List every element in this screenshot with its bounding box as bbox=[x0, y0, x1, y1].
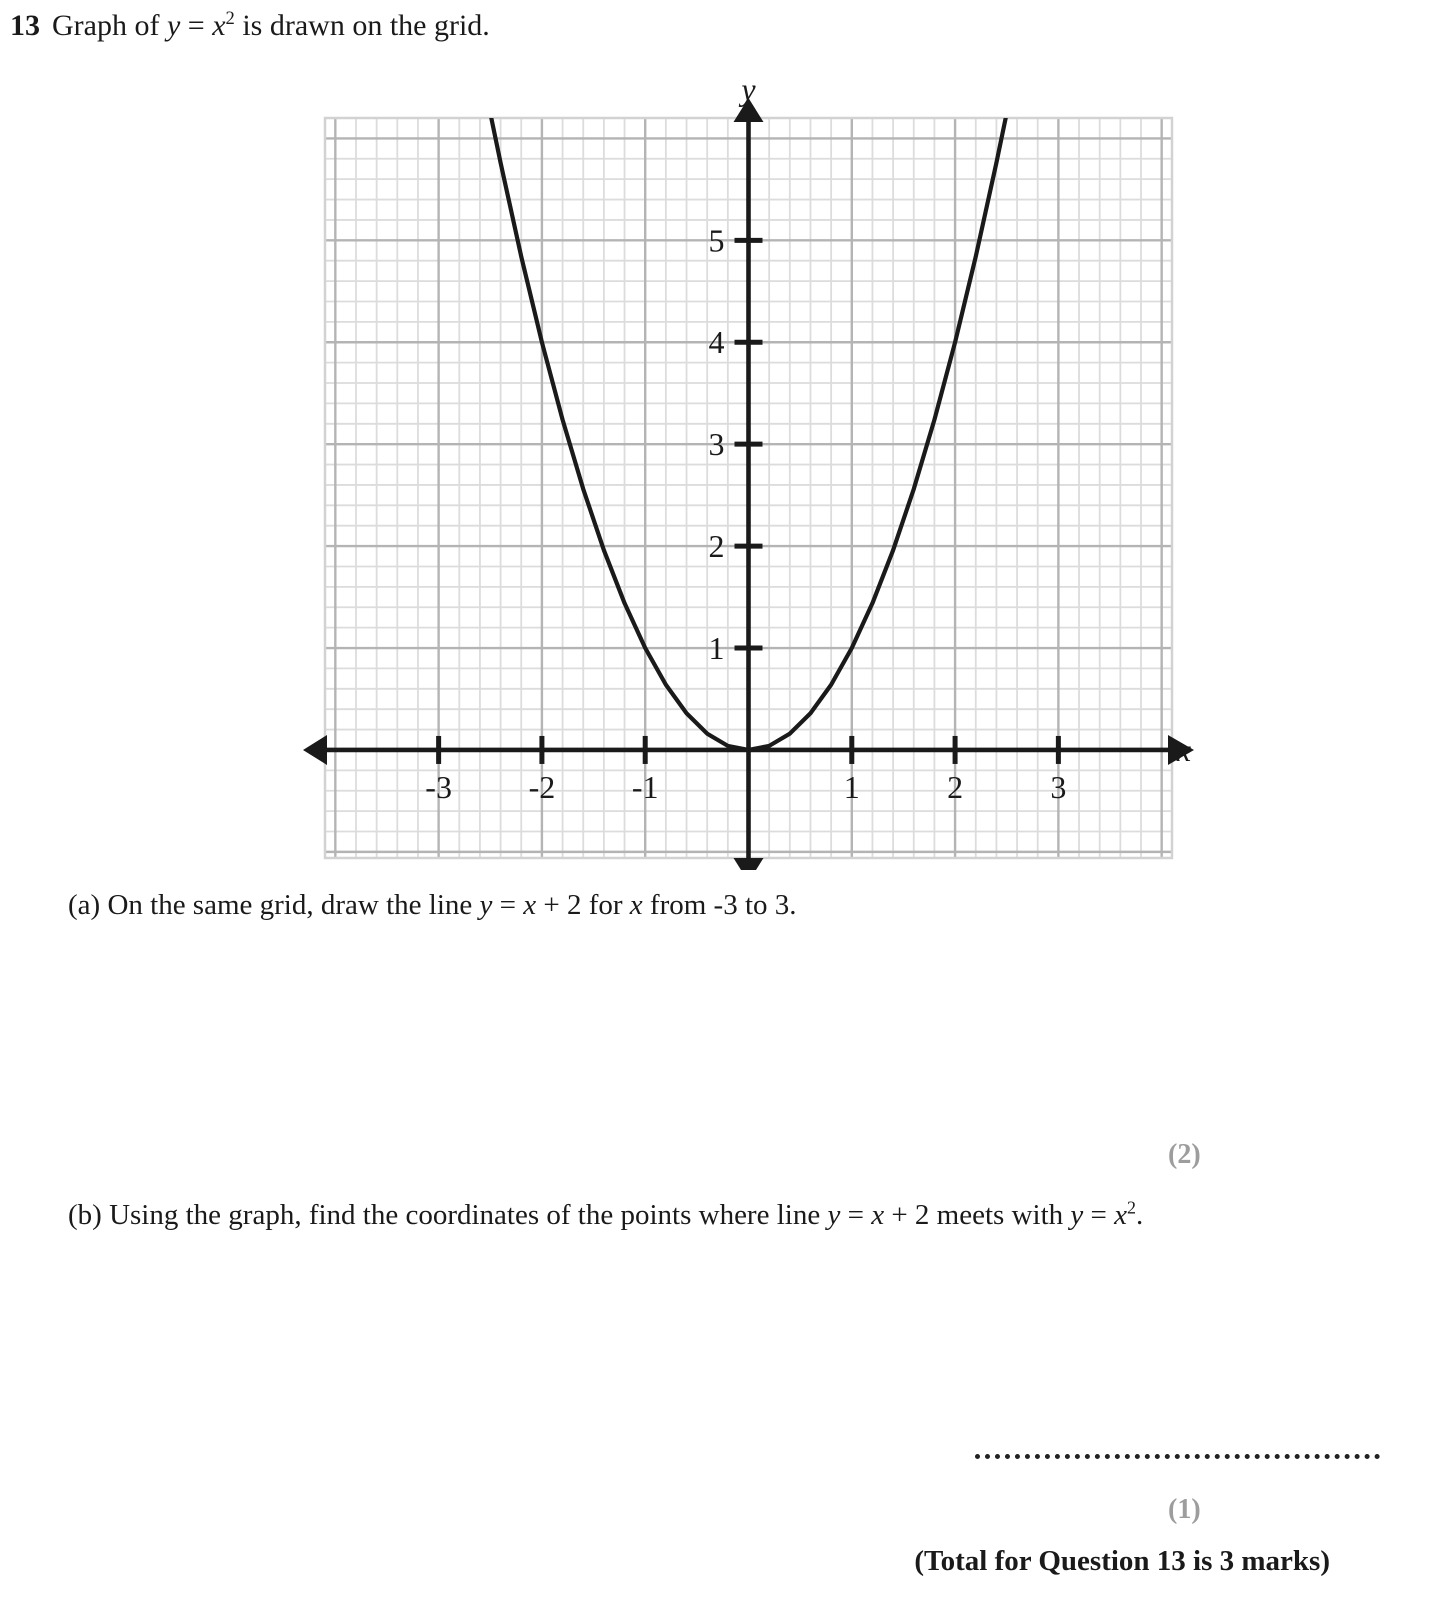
question-stem-prefix: Graph of bbox=[52, 9, 167, 42]
part-b-eq2-eq: = bbox=[1083, 1199, 1115, 1231]
question-stem bbox=[10, 6, 1310, 46]
part-a-text2: for bbox=[581, 889, 630, 921]
question-number: 13 bbox=[10, 9, 40, 42]
part-a-eq-y: y bbox=[479, 889, 493, 921]
y-axis-label: y bbox=[741, 71, 756, 107]
part-a-eq-x: x bbox=[523, 889, 537, 921]
part-b-eq2-y: y bbox=[1070, 1199, 1084, 1231]
y-tick-label: 5 bbox=[708, 222, 725, 259]
x-tick-label: -3 bbox=[425, 768, 452, 805]
part-b-eq2-x: x bbox=[1114, 1199, 1127, 1231]
x-axis-label: x bbox=[1176, 731, 1192, 768]
part-b-eq2-pow: 2 bbox=[1126, 1197, 1136, 1218]
y-tick-label: 1 bbox=[708, 630, 725, 667]
x-tick-label: 3 bbox=[1050, 768, 1067, 805]
x-tick-label: 2 bbox=[947, 768, 964, 805]
part-b-eq-eq: = bbox=[840, 1199, 872, 1231]
part-a-marks: (2) bbox=[1168, 1139, 1201, 1170]
stem-eq-pow: 2 bbox=[225, 8, 235, 29]
part-b-eq-plus: + 2 bbox=[884, 1199, 930, 1231]
y-tick-label: 3 bbox=[708, 426, 725, 463]
y-tick-label: 4 bbox=[708, 324, 725, 361]
part-a-text1: On the same grid, draw the line bbox=[107, 889, 480, 921]
part-b-eq-y: y bbox=[827, 1199, 841, 1231]
x-tick-label: -1 bbox=[631, 768, 659, 805]
stem-eq-var: x bbox=[212, 9, 226, 42]
part-b-eq-x: x bbox=[871, 1199, 885, 1231]
part-b-text3: . bbox=[1135, 1199, 1144, 1231]
part-a-eq-plus: + 2 bbox=[536, 889, 582, 921]
part-a-label: (a) bbox=[68, 889, 108, 921]
part-a-text bbox=[68, 886, 797, 924]
x-tick-label: -2 bbox=[528, 768, 556, 805]
stem-eq-lhs: y bbox=[166, 9, 181, 42]
y-tick-label: 2 bbox=[708, 528, 725, 565]
part-b-label: (b) bbox=[68, 1199, 110, 1231]
stem-eq-mid: = bbox=[180, 9, 213, 42]
x-tick-label: 1 bbox=[843, 768, 860, 805]
question-stem-suffix: is drawn on the grid. bbox=[234, 9, 490, 42]
answer-line-b[interactable] bbox=[975, 1448, 1380, 1459]
part-a-eq-eq: = bbox=[492, 889, 524, 921]
part-b-text1: Using the graph, find the coordinates of the points where line bbox=[109, 1199, 828, 1231]
question-total-marks: (Total for Question 13 is 3 marks) bbox=[914, 1545, 1330, 1577]
graph-figure bbox=[300, 70, 1200, 870]
part-b-text bbox=[68, 1196, 1143, 1234]
part-a-eq-x2: x bbox=[629, 889, 643, 921]
part-a-text3: from -3 to 3. bbox=[642, 889, 797, 921]
part-b-text2: meets with bbox=[929, 1199, 1071, 1231]
part-b-marks: (1) bbox=[1168, 1494, 1201, 1525]
coordinate-grid-graph bbox=[300, 70, 1200, 870]
